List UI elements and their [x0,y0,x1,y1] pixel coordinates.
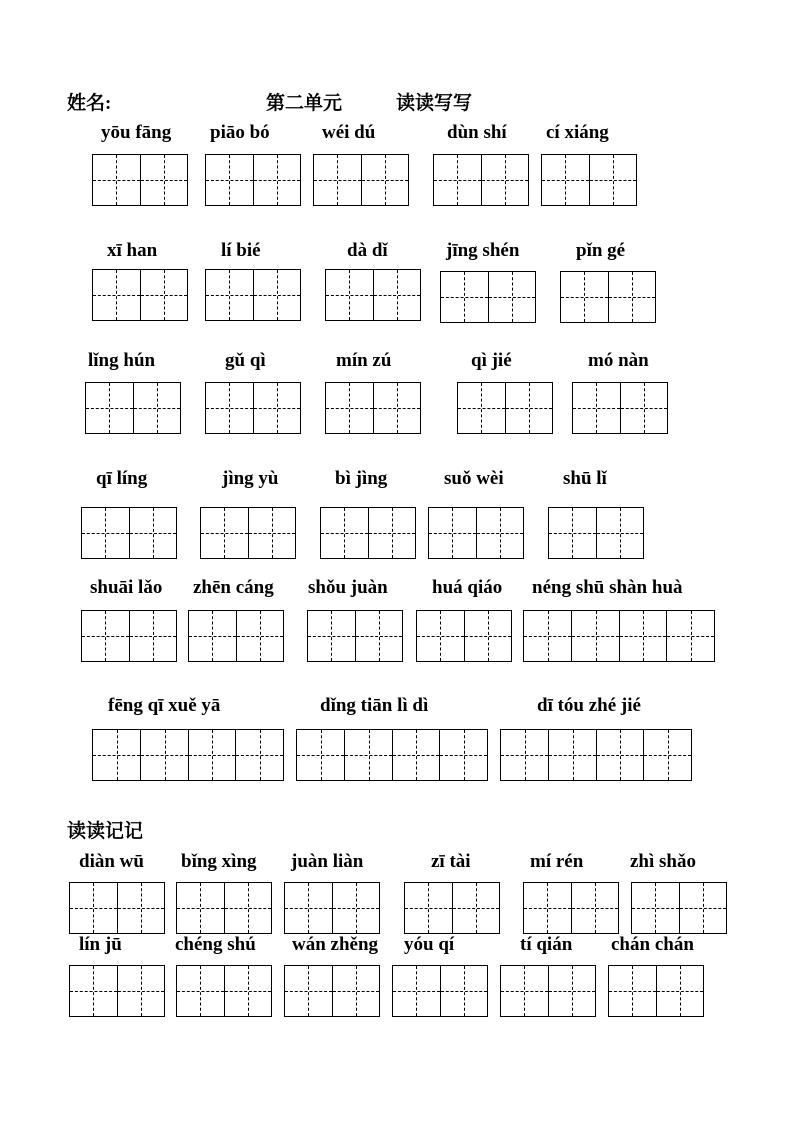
tianzige-cell[interactable] [314,155,361,205]
writing-grid[interactable] [416,610,512,662]
tianzige-cell[interactable] [571,883,618,933]
pinyin-label: chán chán [611,934,694,955]
writing-grid[interactable] [428,507,524,559]
tianzige-cell[interactable] [201,508,248,558]
tianzige-cell[interactable] [464,611,511,661]
tianzige-cell[interactable] [619,611,667,661]
pinyin-label: zī tài [431,851,471,872]
tianzige-cell[interactable] [561,272,608,322]
tianzige-cell[interactable] [441,272,488,322]
tianzige-cell[interactable] [129,508,176,558]
tianzige-cell[interactable] [609,966,656,1016]
pinyin-label: zhēn cáng [193,577,274,598]
tianzige-cell[interactable] [608,272,655,322]
writing-grid[interactable] [500,965,596,1017]
tianzige-cell[interactable] [253,383,300,433]
pinyin-label: zhì shǎo [630,851,696,872]
tianzige-cell[interactable] [596,730,644,780]
pinyin-label: xī han [107,240,158,261]
tianzige-cell[interactable] [643,730,691,780]
tianzige-cell[interactable] [117,883,164,933]
tianzige-cell[interactable] [666,611,714,661]
writing-grid[interactable] [284,882,380,934]
tianzige-cell[interactable] [177,966,224,1016]
tianzige-cell[interactable] [589,155,636,205]
writing-grid[interactable] [296,729,488,781]
pinyin-label: piāo bó [210,122,270,143]
writing-grid[interactable] [69,882,165,934]
pinyin-label: mín zú [336,350,392,371]
pinyin-label: gǔ qì [225,350,266,371]
tianzige-cell[interactable] [679,883,726,933]
tianzige-cell[interactable] [206,155,253,205]
tianzige-cell[interactable] [140,270,187,320]
writing-grid[interactable] [81,610,177,662]
pinyin-label: dùn shí [447,122,507,143]
tianzige-cell[interactable] [361,155,408,205]
tianzige-cell[interactable] [224,883,271,933]
tianzige-cell[interactable] [117,966,164,1016]
pinyin-label: mí rén [530,851,584,872]
pinyin-label: yōu fāng [101,122,172,143]
writing-grid[interactable] [541,154,637,206]
unit-title: 第二单元 [266,93,343,114]
tianzige-cell[interactable] [332,966,379,1016]
writing-grid[interactable] [188,610,284,662]
tianzige-cell[interactable] [253,155,300,205]
tianzige-cell[interactable] [429,508,476,558]
tianzige-cell[interactable] [501,730,548,780]
tianzige-cell[interactable] [93,730,140,780]
tianzige-cell[interactable] [439,730,487,780]
tianzige-cell[interactable] [70,883,117,933]
tianzige-cell[interactable] [285,966,332,1016]
tianzige-cell[interactable] [355,611,402,661]
writing-grid[interactable] [85,382,181,434]
pinyin-label: huá qiáo [432,577,503,598]
tianzige-cell[interactable] [373,383,420,433]
writing-grid[interactable] [92,269,188,321]
tianzige-cell[interactable] [524,611,571,661]
writing-grid[interactable] [548,507,644,559]
section-title: 读读写写 [396,93,473,114]
writing-grid[interactable] [440,271,536,323]
pinyin-label: lǐng hún [88,350,156,371]
pinyin-label: yóu qí [404,934,455,955]
tianzige-cell[interactable] [86,383,133,433]
tianzige-cell[interactable] [488,272,535,322]
tianzige-cell[interactable] [93,270,140,320]
tianzige-cell[interactable] [235,730,283,780]
pinyin-label: jīng shén [446,240,520,261]
tianzige-cell[interactable] [297,730,344,780]
tianzige-cell[interactable] [656,966,703,1016]
writing-grid[interactable] [523,882,619,934]
pinyin-label: wán zhěng [292,934,379,955]
tianzige-cell[interactable] [505,383,552,433]
tianzige-cell[interactable] [206,270,253,320]
tianzige-cell[interactable] [542,155,589,205]
writing-grid[interactable] [433,154,529,206]
writing-grid[interactable] [325,269,421,321]
pinyin-label: jìng yù [222,468,279,489]
writing-grid[interactable] [200,507,296,559]
writing-grid[interactable] [92,154,188,206]
pinyin-label: chéng shú [175,934,256,955]
tianzige-cell[interactable] [548,730,596,780]
writing-grid[interactable] [631,882,727,934]
writing-grid[interactable] [392,965,488,1017]
writing-grid[interactable] [176,882,272,934]
writing-grid[interactable] [523,610,715,662]
tianzige-cell[interactable] [82,508,129,558]
tianzige-cell[interactable] [452,883,499,933]
pinyin-label: néng shū shàn huà [532,577,683,598]
tianzige-cell[interactable] [596,508,643,558]
writing-grid[interactable] [313,154,409,206]
pinyin-label: suǒ wèi [444,468,504,489]
tianzige-cell[interactable] [206,383,253,433]
tianzige-cell[interactable] [253,270,300,320]
tianzige-cell[interactable] [133,383,180,433]
tianzige-cell[interactable] [373,270,420,320]
tianzige-cell[interactable] [326,270,373,320]
writing-grid[interactable] [284,965,380,1017]
name-label: 姓名: [67,93,112,114]
writing-grid[interactable] [608,965,704,1017]
writing-grid[interactable] [560,271,656,323]
tianzige-cell[interactable] [140,155,187,205]
tianzige-cell[interactable] [140,730,188,780]
pinyin-label: dà dǐ [347,240,388,261]
tianzige-cell[interactable] [321,508,368,558]
section2-title: 读读记记 [67,821,144,842]
pinyin-label: wéi dú [322,122,376,143]
writing-grid[interactable] [457,382,553,434]
tianzige-cell[interactable] [70,966,117,1016]
pinyin-label: lín jū [79,934,122,955]
pinyin-label: lí bié [221,240,261,261]
writing-grid[interactable] [572,382,668,434]
writing-grid[interactable] [307,610,403,662]
tianzige-cell[interactable] [392,730,440,780]
tianzige-cell[interactable] [82,611,129,661]
tianzige-cell[interactable] [571,611,619,661]
writing-grid[interactable] [320,507,416,559]
pinyin-label: cí xiáng [546,122,609,143]
tianzige-cell[interactable] [189,611,236,661]
tianzige-cell[interactable] [248,508,295,558]
tianzige-cell[interactable] [285,883,332,933]
pinyin-label: pǐn gé [576,240,626,261]
tianzige-cell[interactable] [501,966,548,1016]
tianzige-cell[interactable] [434,155,481,205]
pinyin-label: juàn liàn [291,851,364,872]
writing-grid[interactable] [500,729,692,781]
pinyin-label: qì jié [471,350,512,371]
pinyin-label: diàn wū [79,851,144,872]
writing-grid[interactable] [69,965,165,1017]
tianzige-cell[interactable] [417,611,464,661]
writing-grid[interactable] [205,382,301,434]
tianzige-cell[interactable] [308,611,355,661]
tianzige-cell[interactable] [405,883,452,933]
tianzige-cell[interactable] [326,383,373,433]
pinyin-label: shuāi lǎo [90,577,163,598]
pinyin-label: tí qián [520,934,573,955]
tianzige-cell[interactable] [393,966,440,1016]
pinyin-label: shǒu juàn [308,577,388,598]
pinyin-label: bì jìng [335,468,388,489]
writing-grid[interactable] [92,729,284,781]
writing-grid[interactable] [205,154,301,206]
pinyin-label: dǐng tiān lì dì [320,695,429,716]
tianzige-cell[interactable] [549,508,596,558]
tianzige-cell[interactable] [332,883,379,933]
tianzige-cell[interactable] [476,508,523,558]
tianzige-cell[interactable] [224,966,271,1016]
pinyin-label: shū lǐ [563,468,607,489]
writing-grid[interactable] [404,882,500,934]
tianzige-cell[interactable] [524,883,571,933]
pinyin-label: bǐng xìng [181,851,257,872]
tianzige-cell[interactable] [573,383,620,433]
tianzige-cell[interactable] [236,611,283,661]
tianzige-cell[interactable] [458,383,505,433]
tianzige-cell[interactable] [632,883,679,933]
pinyin-label: dī tóu zhé jié [537,695,641,716]
pinyin-label: qī líng [96,468,148,489]
pinyin-label: fēng qī xuě yā [108,695,221,716]
tianzige-cell[interactable] [548,966,595,1016]
writing-grid[interactable] [176,965,272,1017]
writing-grid[interactable] [205,269,301,321]
tianzige-cell[interactable] [344,730,392,780]
pinyin-label: mó nàn [588,350,649,371]
tianzige-cell[interactable] [188,730,236,780]
tianzige-cell[interactable] [177,883,224,933]
tianzige-cell[interactable] [368,508,415,558]
tianzige-cell[interactable] [440,966,487,1016]
tianzige-cell[interactable] [129,611,176,661]
tianzige-cell[interactable] [481,155,528,205]
tianzige-cell[interactable] [93,155,140,205]
tianzige-cell[interactable] [620,383,667,433]
writing-grid[interactable] [325,382,421,434]
writing-grid[interactable] [81,507,177,559]
